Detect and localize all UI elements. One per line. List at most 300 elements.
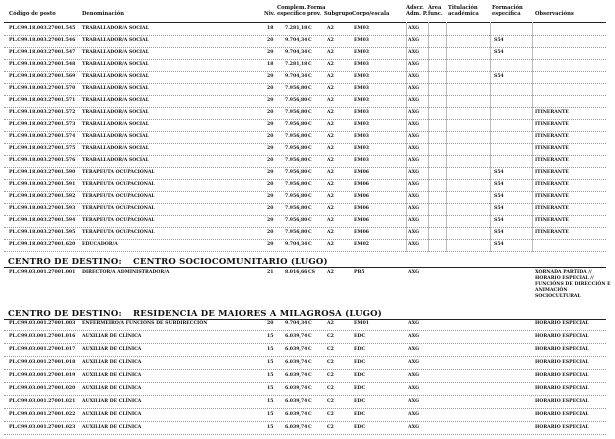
cell-forma: C — [308, 386, 312, 391]
cell-code: PL.C99.03.001.27001.020 — [9, 386, 76, 391]
cell-subgrupo: A2 — [327, 206, 334, 211]
cell-adscrip: AXG — [408, 270, 420, 275]
cell-obs-3: FUNCIÓNS DE DIRECCIÓN E — [535, 282, 611, 287]
cell-denominacion: ENFERMEIRO/A FUNCIÓNS DE SUBDIRECCIÓN — [82, 321, 208, 326]
cell-code: PL.C99.03.001.27001.001 — [9, 270, 76, 275]
cell-code: PL.C99.18.003.27001.547 — [9, 50, 76, 55]
cell-corpo: EM03 — [354, 122, 369, 127]
cell-subgrupo: C2 — [327, 373, 334, 378]
cell-adscrip: AXG — [408, 218, 420, 223]
row-divider — [4, 395, 606, 396]
cell-forma: C — [308, 86, 312, 91]
cell-forma: C — [308, 110, 312, 115]
cell-forma: C — [308, 399, 312, 404]
section-name: RESIDENCIA DE MAIORES A MILAGROSA (LUGO) — [133, 309, 382, 319]
cell-observacions: HORARIO ESPECIAL — [535, 334, 589, 339]
cell-forma: C — [308, 412, 312, 417]
cell-observacions: HORARIO ESPECIAL — [535, 399, 589, 404]
cell-forma: C — [308, 425, 312, 430]
cell-denominacion: TRABALLADOR/A SOCIAL — [82, 50, 149, 55]
cell-observacions: ITINERANTE — [535, 194, 569, 199]
table-row — [0, 386, 615, 398]
cell-corpo: EM06 — [354, 206, 369, 211]
cell-niv: 20 — [267, 50, 274, 55]
cell-niv: 20 — [267, 134, 274, 139]
table-row — [0, 110, 615, 122]
table-row — [0, 218, 615, 230]
row-divider — [4, 119, 606, 120]
cell-complemento: 7.281,18 — [285, 26, 308, 31]
cell-denominacion: TRABALLADOR/A SOCIAL — [82, 110, 149, 115]
cell-subgrupo: A2 — [327, 62, 334, 67]
cell-subgrupo: C2 — [327, 399, 334, 404]
cell-code: PL.C99.03.001.27001.023 — [9, 425, 76, 430]
cell-formacion: S54 — [494, 50, 504, 55]
cell-formacion: S54 — [494, 170, 504, 175]
cell-subgrupo: A2 — [327, 242, 334, 247]
cell-code: PL.C99.18.003.27001.572 — [9, 110, 76, 115]
table-row — [0, 194, 615, 206]
cell-code: PL.C99.18.003.27001.574 — [9, 134, 76, 139]
table-row — [0, 270, 615, 302]
row-divider — [4, 107, 606, 108]
cell-subgrupo: A2 — [327, 74, 334, 79]
cell-denominacion: AUXILIAR DE CLÍNICA — [82, 399, 142, 404]
table-row — [0, 26, 615, 38]
cell-complemento: 7.956,80 — [285, 158, 308, 163]
row-divider — [4, 71, 606, 72]
cell-obs-2: HORARIO ESPECIAL // — [535, 276, 594, 281]
cell-niv: 20 — [267, 170, 274, 175]
row-divider — [4, 227, 606, 228]
cell-complemento: 7.956,80 — [285, 182, 308, 187]
cell-niv: 20 — [267, 74, 274, 79]
cell-code: PL.C99.18.003.27001.571 — [9, 98, 76, 103]
row-divider — [4, 35, 606, 36]
cell-adscrip: AXG — [408, 242, 420, 247]
cell-formacion: S54 — [494, 182, 504, 187]
cell-forma: C — [308, 347, 312, 352]
col-subgrupo: Subgrupo — [324, 11, 353, 17]
cell-denominacion: AUXILIAR DE CLÍNICA — [82, 412, 142, 417]
cell-subgrupo: C2 — [327, 347, 334, 352]
cell-complemento: 9.704,34 — [285, 242, 308, 247]
cell-corpo: EDC — [354, 373, 366, 378]
cell-niv: 18 — [267, 26, 274, 31]
cell-adscrip: AXG — [408, 110, 420, 115]
cell-complemento: 7.956,80 — [285, 110, 308, 115]
cell-code: PL.C99.18.003.27001.594 — [9, 218, 76, 223]
cell-corpo: EM02 — [354, 242, 369, 247]
cell-code: PL.C99.18.003.27001.545 — [9, 26, 76, 31]
cell-code: PL.C99.03.001.27001.021 — [9, 399, 76, 404]
cell-corpo: EDC — [354, 425, 366, 430]
table-row — [0, 182, 615, 194]
table-row — [0, 134, 615, 146]
cell-denominacion: AUXILIAR DE CLÍNICA — [82, 373, 142, 378]
cell-code: PL.C99.03.001.27001.019 — [9, 373, 76, 378]
cell-subgrupo: C2 — [327, 334, 334, 339]
cell-adscrip: AXG — [408, 26, 420, 31]
cell-adscrip: AXG — [408, 360, 420, 365]
cell-corpo: EM03 — [354, 146, 369, 151]
cell-denominacion: TRABALLADOR/A SOCIAL — [82, 146, 149, 151]
cell-complemento: 7.956,80 — [285, 122, 308, 127]
table-row — [0, 373, 615, 385]
table-row — [0, 86, 615, 98]
cell-formacion: S54 — [494, 74, 504, 79]
cell-code: PL.C99.18.003.27001.569 — [9, 74, 76, 79]
section-name: CENTRO SOCIOCOMUNITARIO (LUGO) — [133, 257, 328, 267]
cell-adscrip: AXG — [408, 425, 420, 430]
table-row — [0, 206, 615, 218]
table-row — [0, 38, 615, 50]
cell-corpo: EM03 — [354, 62, 369, 67]
cell-denominacion: TERAPEUTA OCUPACIONAL — [82, 230, 155, 235]
table-header — [0, 0, 615, 24]
cell-observacions: HORARIO ESPECIAL — [535, 321, 589, 326]
cell-niv: 15 — [267, 425, 274, 430]
cell-niv: 20 — [267, 110, 274, 115]
cell-complemento: 7.956,80 — [285, 98, 308, 103]
cell-observacions: ITINERANTE — [535, 146, 569, 151]
col-titulacion: Titulación académica — [448, 5, 479, 17]
cell-niv: 21 — [267, 270, 274, 275]
cell-adscrip: AXG — [408, 38, 420, 43]
cell-forma: C — [308, 182, 312, 187]
cell-complemento: 9.704,34 — [285, 50, 308, 55]
row-divider — [4, 421, 606, 422]
cell-niv: 20 — [267, 206, 274, 211]
cell-niv: 20 — [267, 321, 274, 326]
cell-niv: 18 — [267, 62, 274, 67]
cell-complemento: 9.704,34 — [285, 38, 308, 43]
cell-complemento: 6.039,74 — [285, 386, 308, 391]
cell-forma: C — [308, 74, 312, 79]
col-codigo: Código de posto — [9, 11, 56, 17]
col-forma: Forma prov. — [307, 5, 326, 17]
cell-observacions: HORARIO ESPECIAL — [535, 386, 589, 391]
cell-complemento: 7.956,80 — [285, 194, 308, 199]
row-divider — [4, 179, 606, 180]
cell-adscrip: AXG — [408, 122, 420, 127]
cell-forma: C — [308, 230, 312, 235]
cell-observacions: ITINERANTE — [535, 134, 569, 139]
cell-complemento: 7.956,80 — [285, 218, 308, 223]
cell-complemento: 7.956,80 — [285, 146, 308, 151]
cell-denominacion: AUXILIAR DE CLÍNICA — [82, 347, 142, 352]
table-row — [0, 50, 615, 62]
cell-niv: 20 — [267, 230, 274, 235]
cell-niv: 15 — [267, 399, 274, 404]
cell-observacions: ITINERANTE — [535, 110, 569, 115]
table-row — [0, 158, 615, 170]
cell-obs-1: XORNADA PARTIDA // — [535, 270, 592, 275]
cell-complemento: 6.039,74 — [285, 425, 308, 430]
col-adscrip: Adscr. Adm. P. — [406, 5, 428, 17]
section-label: CENTRO DE DESTINO: — [8, 309, 122, 319]
col-niv: Niv. — [264, 11, 276, 17]
col-corpo: Corpo/escala — [352, 11, 390, 17]
cell-denominacion: TRABALLADOR/A SOCIAL — [82, 158, 149, 163]
cell-complemento: 6.039,74 — [285, 360, 308, 365]
cell-corpo: EM03 — [354, 50, 369, 55]
cell-forma: CS — [308, 270, 315, 275]
row-divider — [4, 203, 606, 204]
cell-subgrupo: A2 — [327, 50, 334, 55]
cell-adscrip: AXG — [408, 98, 420, 103]
cell-forma: C — [308, 170, 312, 175]
cell-forma: C — [308, 26, 312, 31]
cell-forma: C — [308, 98, 312, 103]
cell-subgrupo: A2 — [327, 182, 334, 187]
table-row — [0, 242, 615, 254]
cell-adscrip: AXG — [408, 62, 420, 67]
row-divider — [4, 330, 606, 331]
cell-corpo: EDC — [354, 399, 366, 404]
cell-formacion: S54 — [494, 230, 504, 235]
row-divider — [4, 95, 606, 96]
cell-subgrupo: C2 — [327, 425, 334, 430]
cell-forma: C — [308, 122, 312, 127]
table-row — [0, 74, 615, 86]
cell-subgrupo: A2 — [327, 194, 334, 199]
row-divider — [4, 59, 606, 60]
cell-code: PL.C99.18.003.27001.590 — [9, 170, 76, 175]
cell-corpo: EM03 — [354, 86, 369, 91]
cell-niv: 15 — [267, 386, 274, 391]
cell-complemento: 6.039,74 — [285, 399, 308, 404]
cell-observacions: ITINERANTE — [535, 218, 569, 223]
cell-denominacion: TRABALLADOR/A SOCIAL — [82, 86, 149, 91]
cell-observacions: ITINERANTE — [535, 170, 569, 175]
cell-forma: C — [308, 321, 312, 326]
cell-complemento: 7.956,80 — [285, 206, 308, 211]
cell-formacion: S54 — [494, 242, 504, 247]
cell-subgrupo: A2 — [327, 230, 334, 235]
cell-subgrupo: A2 — [327, 110, 334, 115]
cell-subgrupo: A2 — [327, 146, 334, 151]
table-row — [0, 399, 615, 411]
cell-observacions: ITINERANTE — [535, 122, 569, 127]
cell-niv: 20 — [267, 158, 274, 163]
cell-complemento: 7.281,18 — [285, 62, 308, 67]
cell-complemento: 7.956,80 — [285, 134, 308, 139]
cell-observacions: HORARIO ESPECIAL — [535, 360, 589, 365]
cell-observacions: HORARIO ESPECIAL — [535, 373, 589, 378]
cell-corpo: PB5 — [354, 270, 365, 275]
cell-forma: C — [308, 50, 312, 55]
cell-denominacion: TRABALLADOR/A SOCIAL — [82, 74, 149, 79]
cell-adscrip: AXG — [408, 347, 420, 352]
cell-niv: 20 — [267, 98, 274, 103]
cell-adscrip: AXG — [408, 412, 420, 417]
row-divider — [4, 215, 606, 216]
row-divider — [4, 143, 606, 144]
cell-denominacion: TERAPEUTA OCUPACIONAL — [82, 206, 155, 211]
cell-niv: 20 — [267, 182, 274, 187]
cell-code: PL.C99.18.003.27001.575 — [9, 146, 76, 151]
cell-subgrupo: A2 — [327, 321, 334, 326]
cell-niv: 20 — [267, 86, 274, 91]
cell-code: PL.C99.03.001.27001.016 — [9, 334, 76, 339]
cell-code: PL.C99.18.003.27001.548 — [9, 62, 76, 67]
cell-complemento: 6.039,74 — [285, 347, 308, 352]
cell-corpo: EM03 — [354, 26, 369, 31]
cell-corpo: EM06 — [354, 230, 369, 235]
cell-subgrupo: C2 — [327, 386, 334, 391]
cell-adscrip: AXG — [408, 373, 420, 378]
cell-code: PL.C99.18.003.27001.591 — [9, 182, 76, 187]
cell-forma: C — [308, 134, 312, 139]
cell-complemento: 9.704,34 — [285, 321, 308, 326]
cell-obs-5: SOCIOCULTURAL — [535, 294, 581, 299]
cell-denominacion: DIRECTOR/A ADMINISTRADOR/A — [82, 270, 170, 275]
cell-code: PL.C99.03.001.27001.022 — [9, 412, 76, 417]
cell-corpo: EM06 — [354, 170, 369, 175]
cell-observacions: HORARIO ESPECIAL — [535, 425, 589, 430]
cell-adscrip: AXG — [408, 158, 420, 163]
cell-adscrip: AXG — [408, 399, 420, 404]
cell-complemento: 6.039,74 — [285, 334, 308, 339]
cell-complemento: 7.956,80 — [285, 86, 308, 91]
cell-observacions: ITINERANTE — [535, 158, 569, 163]
cell-subgrupo: A2 — [327, 170, 334, 175]
cell-code: PL.C99.03.001.27001.017 — [9, 347, 76, 352]
cell-denominacion: TERAPEUTA OCUPACIONAL — [82, 182, 155, 187]
cell-forma: C — [308, 334, 312, 339]
row-divider — [4, 239, 606, 240]
section-header-sociocomunitario — [8, 257, 328, 267]
cell-corpo: EM06 — [354, 182, 369, 187]
cell-subgrupo: A2 — [327, 26, 334, 31]
cell-adscrip: AXG — [408, 50, 420, 55]
cell-subgrupo: A2 — [327, 158, 334, 163]
cell-adscrip: AXG — [408, 146, 420, 151]
cell-forma: C — [308, 206, 312, 211]
table-row — [0, 122, 615, 134]
section-rule — [4, 267, 606, 268]
row-divider — [4, 408, 606, 409]
cell-complemento: 7.956,80 — [285, 230, 308, 235]
table-row — [0, 62, 615, 74]
section-rule — [4, 319, 606, 320]
cell-code: PL.C99.18.003.27001.570 — [9, 86, 76, 91]
cell-adscrip: AXG — [408, 386, 420, 391]
cell-obs-4: ANIMACIÓN — [535, 288, 568, 293]
table-row — [0, 425, 615, 437]
header-rule — [4, 22, 606, 23]
cell-code: PL.C99.18.003.27001.620 — [9, 242, 76, 247]
cell-corpo: EM03 — [354, 74, 369, 79]
cell-subgrupo: A2 — [327, 218, 334, 223]
cell-niv: 20 — [267, 242, 274, 247]
row-divider — [4, 251, 606, 252]
cell-subgrupo: A2 — [327, 38, 334, 43]
cell-corpo: EM03 — [354, 134, 369, 139]
cell-forma: C — [308, 62, 312, 67]
cell-niv: 20 — [267, 122, 274, 127]
cell-niv: 20 — [267, 38, 274, 43]
col-formacion: Formación específica — [492, 5, 523, 17]
cell-observacions: ITINERANTE — [535, 206, 569, 211]
cell-observacions: ITINERANTE — [535, 230, 569, 235]
cell-adscrip: AXG — [408, 74, 420, 79]
row-divider — [4, 131, 606, 132]
cell-denominacion: TERAPEUTA OCUPACIONAL — [82, 194, 155, 199]
cell-complemento: 8.016,66 — [285, 270, 308, 275]
cell-denominacion: TERAPEUTA OCUPACIONAL — [82, 170, 155, 175]
cell-denominacion: EDUCADOR/A — [82, 242, 118, 247]
cell-formacion: S54 — [494, 38, 504, 43]
cell-forma: C — [308, 218, 312, 223]
table-row — [0, 98, 615, 110]
cell-corpo: EM01 — [354, 321, 369, 326]
row-divider — [4, 356, 606, 357]
table-row — [0, 412, 615, 424]
cell-niv: 15 — [267, 347, 274, 352]
cell-corpo: EM06 — [354, 218, 369, 223]
cell-denominacion: TRABALLADOR/A SOCIAL — [82, 62, 149, 67]
row-divider — [4, 191, 606, 192]
cell-subgrupo: A2 — [327, 86, 334, 91]
cell-code: PL.C99.18.003.27001.595 — [9, 230, 76, 235]
col-complemento: Complem. específico — [277, 5, 307, 17]
table-row — [0, 146, 615, 158]
cell-denominacion: AUXILIAR DE CLÍNICA — [82, 425, 142, 430]
cell-denominacion: TERAPEUTA OCUPACIONAL — [82, 218, 155, 223]
cell-corpo: EDC — [354, 334, 366, 339]
cell-adscrip: AXG — [408, 182, 420, 187]
cell-forma: C — [308, 38, 312, 43]
cell-observacions: ITINERANTE — [535, 182, 569, 187]
cell-denominacion: AUXILIAR DE CLÍNICA — [82, 360, 142, 365]
cell-code: PL.C99.18.003.27001.573 — [9, 122, 76, 127]
cell-forma: C — [308, 194, 312, 199]
cell-subgrupo: C2 — [327, 412, 334, 417]
cell-niv: 20 — [267, 146, 274, 151]
cell-adscrip: AXG — [408, 170, 420, 175]
table-row — [0, 230, 615, 242]
cell-corpo: EM03 — [354, 158, 369, 163]
cell-forma: C — [308, 146, 312, 151]
cell-subgrupo: A2 — [327, 134, 334, 139]
cell-corpo: EDC — [354, 412, 366, 417]
cell-formacion: S54 — [494, 194, 504, 199]
cell-formacion: S54 — [494, 218, 504, 223]
cell-observacions: HORARIO ESPECIAL — [535, 412, 589, 417]
cell-forma: C — [308, 373, 312, 378]
cell-corpo: EDC — [354, 347, 366, 352]
cell-denominacion: TRABALLADOR/A SOCIAL — [82, 98, 149, 103]
cell-adscrip: AXG — [408, 321, 420, 326]
row-divider — [4, 434, 606, 435]
cell-denominacion: AUXILIAR DE CLÍNICA — [82, 386, 142, 391]
table-row — [0, 360, 615, 372]
row-divider — [4, 382, 606, 383]
cell-subgrupo: A2 — [327, 270, 334, 275]
cell-complemento: 9.704,34 — [285, 74, 308, 79]
cell-adscrip: AXG — [408, 194, 420, 199]
cell-niv: 15 — [267, 412, 274, 417]
cell-subgrupo: A2 — [327, 122, 334, 127]
table-row — [0, 170, 615, 182]
cell-corpo: EM06 — [354, 194, 369, 199]
cell-subgrupo: C2 — [327, 360, 334, 365]
row-divider — [4, 369, 606, 370]
cell-code: PL.C99.18.003.27001.592 — [9, 194, 76, 199]
cell-forma: C — [308, 158, 312, 163]
